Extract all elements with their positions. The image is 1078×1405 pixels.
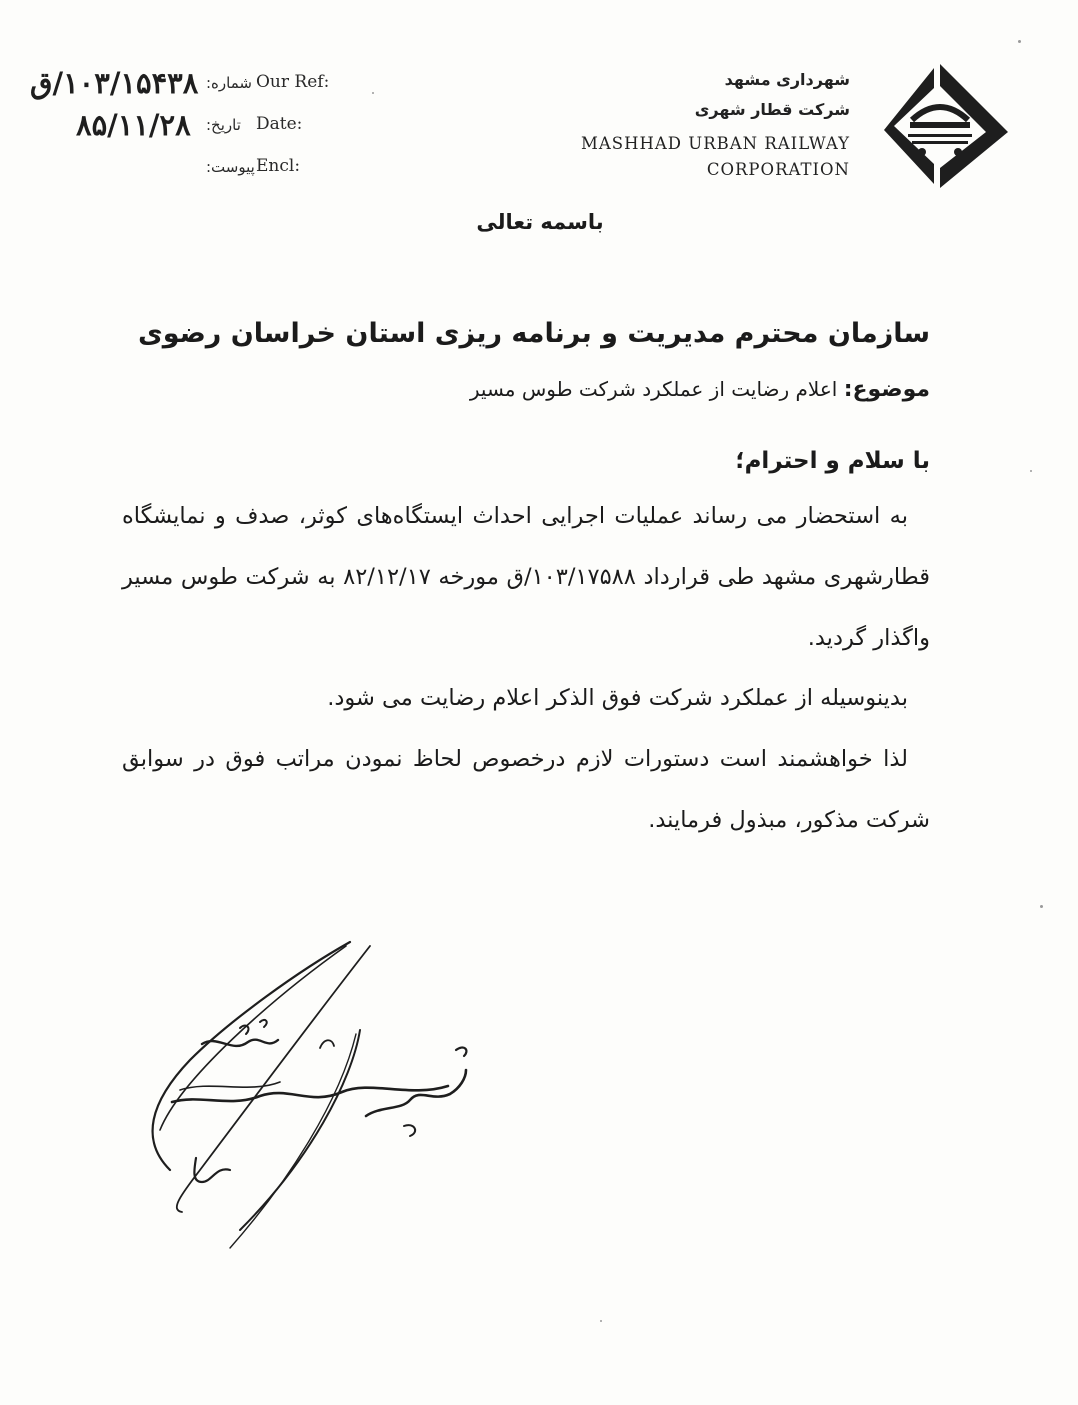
org-name-en-line1: MASHHAD URBAN RAILWAY (581, 134, 850, 153)
handwritten-signature-icon (120, 930, 520, 1260)
scan-speck (1030, 470, 1032, 472)
reference-date-label-fa: تاریخ: (206, 116, 241, 134)
org-name-en-line2: CORPORATION (706, 160, 850, 179)
reference-number-label-en: Our Ref: (256, 72, 330, 92)
reference-number-row (30, 66, 340, 108)
body-paragraph-2: بدینوسیله از عملکرد شرکت فوق الذکر اعلام رضایت می شود. (327, 685, 908, 711)
subject-label: موضوع: (843, 377, 930, 402)
basmala-heading: باسمه تعالی (476, 210, 604, 234)
reference-date-label-en: Date: (256, 114, 303, 134)
body-paragraph-3: لذا خواهشمند است دستورات لازم درخصوص لحاظ نمودن مراتب فوق در سوابق شرکت مذکور، مبذول فرمایند. (122, 746, 930, 833)
reference-date-row (30, 108, 340, 150)
reference-encl-row (30, 150, 340, 186)
reference-number-label-fa: شماره: (206, 74, 252, 92)
reference-encl-label-fa: پیوست: (206, 158, 255, 176)
reference-date-value: ۸۵/۱۱/۲۸ (76, 108, 191, 142)
reference-block (30, 66, 340, 186)
org-name-fa-line1: شهرداری مشهد (724, 70, 850, 89)
subject-line (470, 377, 930, 402)
railway-logo-icon (882, 60, 1012, 190)
scan-speck (1040, 905, 1043, 908)
org-name-fa-line2: شرکت قطار شهری (694, 100, 850, 119)
body-paragraph-1: به استحضار می رساند عملیات اجرایی احداث ایستگاه‌های کوثر، صدف و نمایشگاه قطارشهری مشهد طی قرارداد ۱۰۳/۱۷۵۸۸/ق مورخه ۸۲/۱۲/۱۷ به شرکت طوس مسیر واگذار گردید. (122, 503, 930, 651)
addressee-line: سازمان محترم مدیریت و برنامه ریزی استان خراسان رضوی (138, 318, 930, 349)
scan-speck (372, 92, 374, 94)
subject-text: اعلام رضایت از عملکرد شرکت طوس مسیر (469, 377, 838, 401)
reference-encl-label-en: Encl: (256, 156, 301, 176)
reference-number-value: ۱۰۳/۱۵۴۳۸/ق (30, 66, 199, 100)
scan-speck (600, 1320, 602, 1322)
scan-speck (1018, 40, 1021, 43)
greeting-line: با سلام و احترام؛ (735, 448, 930, 474)
